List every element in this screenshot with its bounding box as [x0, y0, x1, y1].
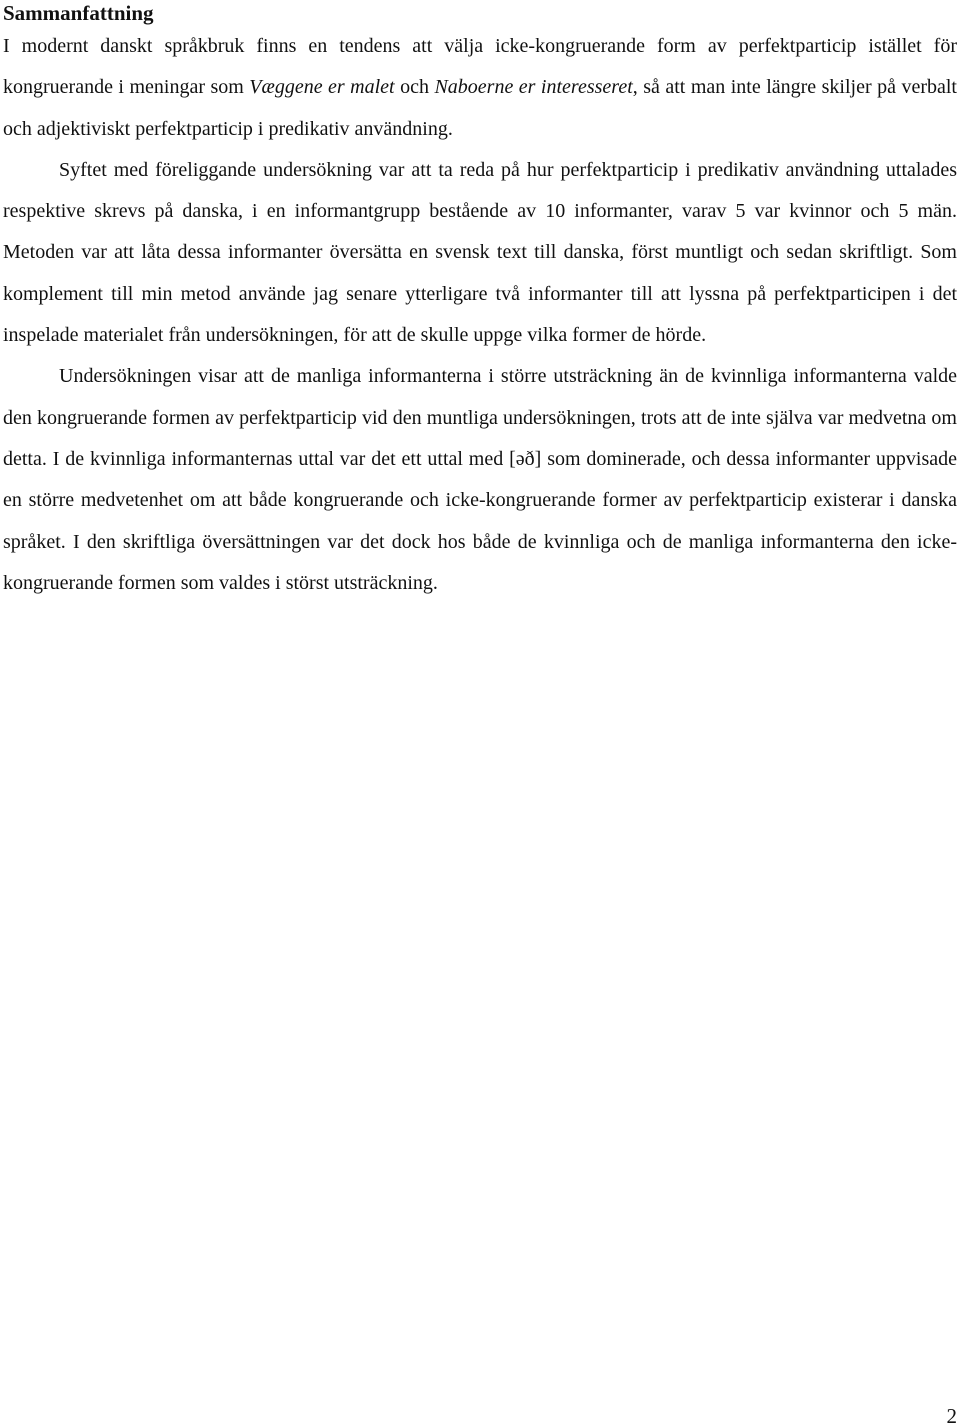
paragraph-3: Undersökningen visar att de manliga informanterna i större utsträckning än de kvinnliga informanterna valde den kongruerande formen av perfektparticip vid den muntliga undersökningen, trots att de inte själva var medvetna om detta. I de kvinnliga informanternas uttal var det ett uttal med [əð] som dominerade, och dessa informanter uppvisade en större medvetenhet om att både kongruerande och icke-kongruerande former av perfektparticip existerar i danska språket. I den skriftliga översättningen var det dock hos både de kvinnliga och de manliga informanterna den icke-kongruerande formen som valdes i störst utsträckning.: [3, 365, 957, 594]
paragraph-2: Syftet med föreliggande undersökning var att ta reda på hur perfektparticip i predikativ användning uttalades respektive skrevs på danska, i en informantgrupp bestående av 10 informanter, varav 5 var kvinnor och 5 män. Metoden var att låta dessa informanter översätta en svensk text till danska, först muntligt och sedan skriftligt. Som komplement till min metod använde jag senare ytterligare två informanter till att lyssna på perfektparticipen i det inspelade materialet från undersökningen, för att de skulle uppge vilka former de hörde.: [3, 158, 957, 347]
section-heading: Sammanfattning: [3, 1, 154, 25]
paragraph-1: [3, 35, 957, 140]
example-phrase-2: Naboerne er interesseret: [434, 76, 633, 99]
summary-body: [3, 26, 957, 604]
page-number: 2: [946, 1404, 957, 1428]
paragraph-1-part-1: I modernt danskt språkbruk finns en tendens att välja icke-kongruerande form av perfektparticip istället för kongruerande i meningar som: [3, 35, 957, 99]
paragraph-1-part-3: , så att man inte längre skiljer på verbalt och adjektiviskt perfektparticip i predikativ användning.: [3, 76, 957, 140]
example-phrase-1: Væggene er malet: [249, 76, 395, 99]
paragraph-1-part-2: och: [394, 76, 435, 99]
document-page: [3, 0, 957, 604]
